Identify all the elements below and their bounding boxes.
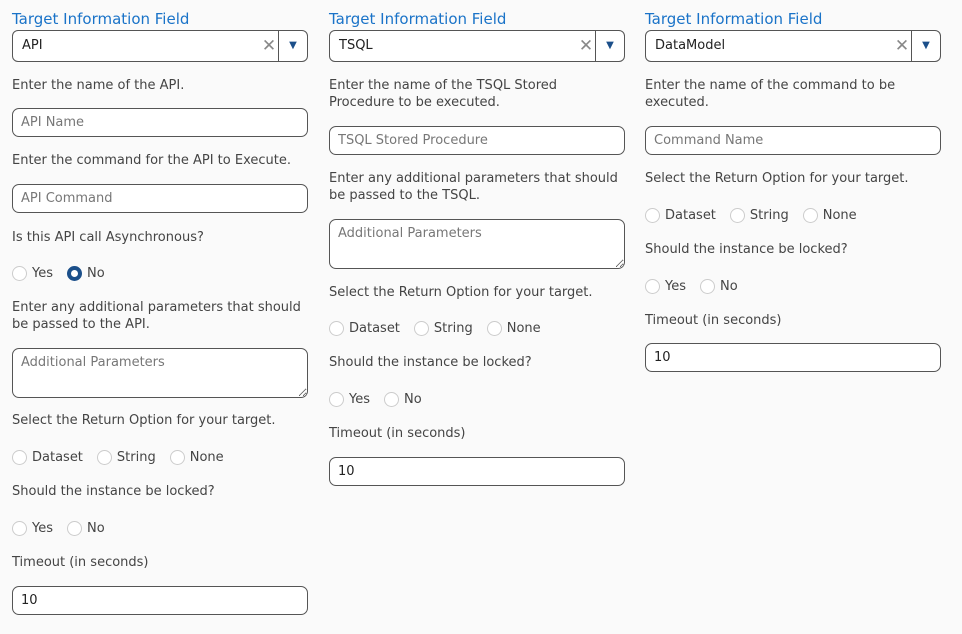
locked-yes-label: Yes	[349, 392, 370, 407]
async-yes-label: Yes	[32, 266, 53, 281]
return-dataset-radio[interactable]	[12, 450, 27, 465]
return-string-radio[interactable]	[730, 208, 745, 223]
return-option-radio-group	[12, 447, 238, 465]
timeout-input[interactable]	[329, 457, 625, 486]
return-option-label: Select the Return Option for your target.	[645, 171, 909, 186]
return-option-radio-group	[329, 318, 555, 336]
async-label: Is this API call Asynchronous?	[12, 230, 204, 245]
chevron-down-icon[interactable]: ▼	[595, 31, 624, 61]
locked-no-label: No	[87, 521, 105, 536]
api-name-label: Enter the name of the API.	[12, 78, 185, 93]
locked-yes-label: Yes	[665, 279, 686, 294]
additional-parameters-textarea[interactable]	[329, 219, 625, 269]
locked-no-radio[interactable]	[67, 521, 82, 536]
async-radio-group	[12, 263, 119, 281]
params-label: Enter any additional parameters that should be passed to the TSQL.	[329, 171, 618, 203]
return-none-radio[interactable]	[487, 321, 502, 336]
chevron-down-icon[interactable]: ▼	[278, 31, 307, 61]
chevron-down-icon[interactable]: ▼	[911, 31, 940, 61]
select-value: API	[22, 38, 43, 53]
locked-radio-group	[645, 276, 752, 294]
command-label: Enter the name of the command to be executed.	[645, 78, 896, 110]
field-title: Target Information Field	[12, 10, 190, 28]
locked-radio-group	[12, 518, 119, 536]
locked-yes-radio[interactable]	[329, 392, 344, 407]
timeout-label: Timeout (in seconds)	[12, 555, 149, 570]
locked-no-radio[interactable]	[384, 392, 399, 407]
locked-yes-radio[interactable]	[12, 521, 27, 536]
return-none-label: None	[189, 450, 224, 465]
params-label: Enter any additional parameters that should be passed to the API.	[12, 300, 301, 332]
target-type-select[interactable]	[645, 30, 941, 62]
additional-parameters-textarea[interactable]	[12, 348, 308, 398]
select-value: TSQL	[339, 38, 373, 53]
return-none-radio[interactable]	[803, 208, 818, 223]
locked-no-radio[interactable]	[700, 279, 715, 294]
target-type-select[interactable]	[329, 30, 625, 62]
return-option-label: Select the Return Option for your target.	[12, 413, 276, 428]
return-dataset-label: Dataset	[665, 208, 716, 223]
field-title: Target Information Field	[329, 10, 507, 28]
async-no-radio[interactable]	[67, 266, 82, 281]
locked-label: Should the instance be locked?	[329, 355, 532, 370]
async-yes-radio[interactable]	[12, 266, 27, 281]
command-name-input[interactable]	[645, 126, 941, 155]
target-type-select[interactable]	[12, 30, 308, 62]
timeout-input[interactable]	[12, 586, 308, 615]
return-string-label: String	[749, 208, 789, 223]
api-command-input[interactable]	[12, 184, 308, 213]
return-string-radio[interactable]	[97, 450, 112, 465]
return-dataset-radio[interactable]	[645, 208, 660, 223]
timeout-label: Timeout (in seconds)	[645, 313, 782, 328]
return-option-radio-group	[645, 205, 871, 223]
api-name-input[interactable]	[12, 108, 308, 137]
clear-icon[interactable]: ✕	[261, 36, 277, 56]
return-dataset-label: Dataset	[32, 450, 83, 465]
api-command-label: Enter the command for the API to Execute.	[12, 153, 291, 168]
return-string-label: String	[116, 450, 156, 465]
locked-no-label: No	[720, 279, 738, 294]
return-option-label: Select the Return Option for your target.	[329, 285, 593, 300]
clear-icon[interactable]: ✕	[578, 36, 594, 56]
locked-yes-radio[interactable]	[645, 279, 660, 294]
select-value: DataModel	[655, 38, 726, 53]
locked-no-label: No	[404, 392, 422, 407]
return-string-label: String	[433, 321, 473, 336]
locked-radio-group	[329, 389, 436, 407]
return-dataset-label: Dataset	[349, 321, 400, 336]
proc-label: Enter the name of the TSQL Stored Procedure to be executed.	[329, 78, 558, 110]
timeout-input[interactable]	[645, 343, 941, 372]
field-title: Target Information Field	[645, 10, 823, 28]
return-none-radio[interactable]	[170, 450, 185, 465]
return-none-label: None	[822, 208, 857, 223]
return-string-radio[interactable]	[414, 321, 429, 336]
timeout-label: Timeout (in seconds)	[329, 426, 466, 441]
clear-icon[interactable]: ✕	[894, 36, 910, 56]
async-no-label: No	[87, 266, 105, 281]
return-none-label: None	[506, 321, 541, 336]
stored-procedure-input[interactable]	[329, 126, 625, 155]
locked-label: Should the instance be locked?	[645, 242, 848, 257]
locked-label: Should the instance be locked?	[12, 484, 215, 499]
return-dataset-radio[interactable]	[329, 321, 344, 336]
locked-yes-label: Yes	[32, 521, 53, 536]
